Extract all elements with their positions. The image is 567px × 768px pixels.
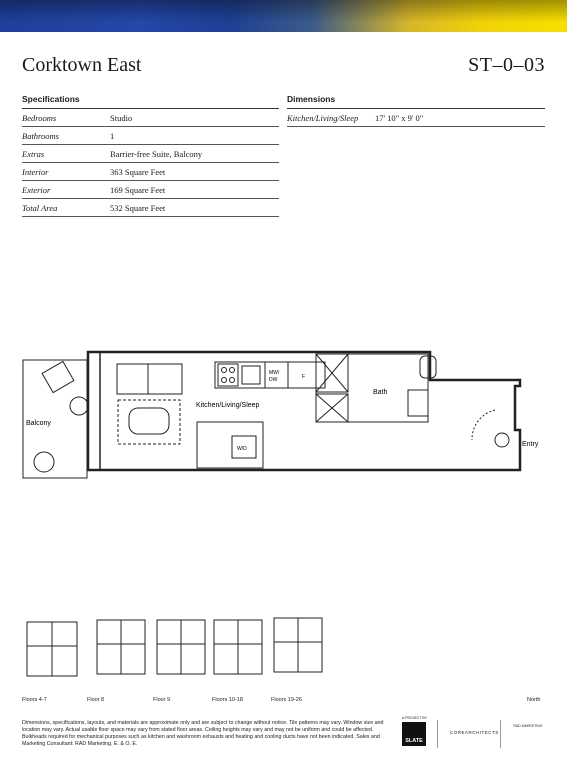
- key-plan-label: Floors 10-18: [212, 697, 243, 703]
- divider: [500, 720, 501, 748]
- core-architects-logo: COREARCHITECTS: [450, 730, 499, 735]
- spec-row: [22, 109, 279, 127]
- dimensions-table: [287, 94, 545, 127]
- key-plan-2: [97, 620, 145, 674]
- spec-row: [22, 163, 279, 181]
- floor-plan: [20, 350, 547, 482]
- divider: [437, 720, 438, 748]
- dimension-row: [287, 109, 545, 127]
- key-plan-label: Floors 19-26: [271, 697, 302, 703]
- unit-code: ST–0–03: [468, 54, 545, 76]
- spec-value: 363 Square Feet: [110, 166, 166, 177]
- entry-door-arc: [472, 410, 495, 440]
- slate-caption: A PROJECT BY: [402, 716, 428, 720]
- bath-label: Bath: [373, 389, 388, 396]
- spec-label: Bedrooms: [22, 112, 57, 123]
- wd-label: W/D: [237, 446, 247, 452]
- header-banner: [0, 0, 567, 32]
- closet: [197, 422, 263, 468]
- sink: [242, 366, 260, 384]
- sofa: [117, 364, 182, 394]
- key-plan-4: [214, 620, 262, 674]
- disclaimer: Dimensions, specifications, layouts, and materials are approximate only and are subject to change without notice. Tile patterns may vary. Window size and location may vary. Actual usable floor space may vary from stated floor areas. Ceiling heights may vary and may not be uniform and could be affected. Bulkheads required for mechanical purposes such as kitchen and washroom exhausts and heating and cooling ducts have not been indicated. Sales and Marketing Consultant: RAD Marketing. E. & O. E.: [22, 720, 384, 747]
- key-plan-label: Floors 4-7: [22, 697, 47, 703]
- rad-marketing-logo: RAD MARKETING: [513, 724, 543, 728]
- specifications-table: [22, 94, 279, 217]
- accessibility-icon: [495, 433, 509, 447]
- key-plan-label: Floor 8: [87, 697, 105, 703]
- key-plan-3: [157, 620, 205, 674]
- spec-value: 169 Square Feet: [110, 184, 166, 195]
- spec-label: Extras: [22, 148, 45, 159]
- vanity: [408, 390, 428, 416]
- kls-label: Kitchen/Living/Sleep: [196, 402, 260, 409]
- spec-value: 532 Square Feet: [110, 202, 166, 213]
- spec-label: Exterior: [22, 184, 51, 195]
- dimensions-heading: Dimensions: [287, 94, 545, 109]
- bed-outline: [118, 400, 180, 444]
- key-plan-1: [27, 622, 77, 676]
- key-plan-label: Floor 9: [153, 697, 171, 703]
- spec-label: Interior: [22, 166, 49, 177]
- specifications-heading: Specifications: [22, 94, 279, 109]
- north-label: North: [527, 697, 541, 703]
- spec-value: Barrier-free Suite, Balcony: [110, 148, 203, 159]
- table: [129, 408, 169, 434]
- side-table: [70, 397, 88, 415]
- spec-row: [22, 127, 279, 145]
- dimension-value: 17' 10" x 9' 0": [375, 112, 424, 123]
- bath-outline: [316, 354, 428, 422]
- cooktop: [218, 364, 238, 386]
- key-plan-5: [274, 618, 322, 672]
- planter: [34, 452, 54, 472]
- spec-label: Bathrooms: [22, 130, 59, 141]
- spec-value: Studio: [110, 112, 133, 123]
- spec-row: [22, 145, 279, 163]
- balcony-outline: [23, 360, 87, 478]
- key-plans: [22, 616, 522, 696]
- mw-label: MW/: [269, 370, 280, 376]
- spec-row: [22, 199, 279, 217]
- fridge-label: F: [302, 374, 306, 380]
- page-title: Corktown East: [22, 54, 142, 76]
- spec-label: Total Area: [22, 202, 58, 213]
- unit-walls: [88, 352, 520, 470]
- spec-value: 1: [110, 130, 115, 141]
- entry-label: Entry: [522, 441, 539, 448]
- lounge-chair: [42, 361, 74, 392]
- spec-row: [22, 181, 279, 199]
- balcony-label: Balcony: [26, 420, 51, 427]
- slate-logo: SLATE: [402, 722, 426, 746]
- dimension-label: Kitchen/Living/Sleep: [287, 112, 359, 123]
- dw-label: DW: [269, 377, 278, 383]
